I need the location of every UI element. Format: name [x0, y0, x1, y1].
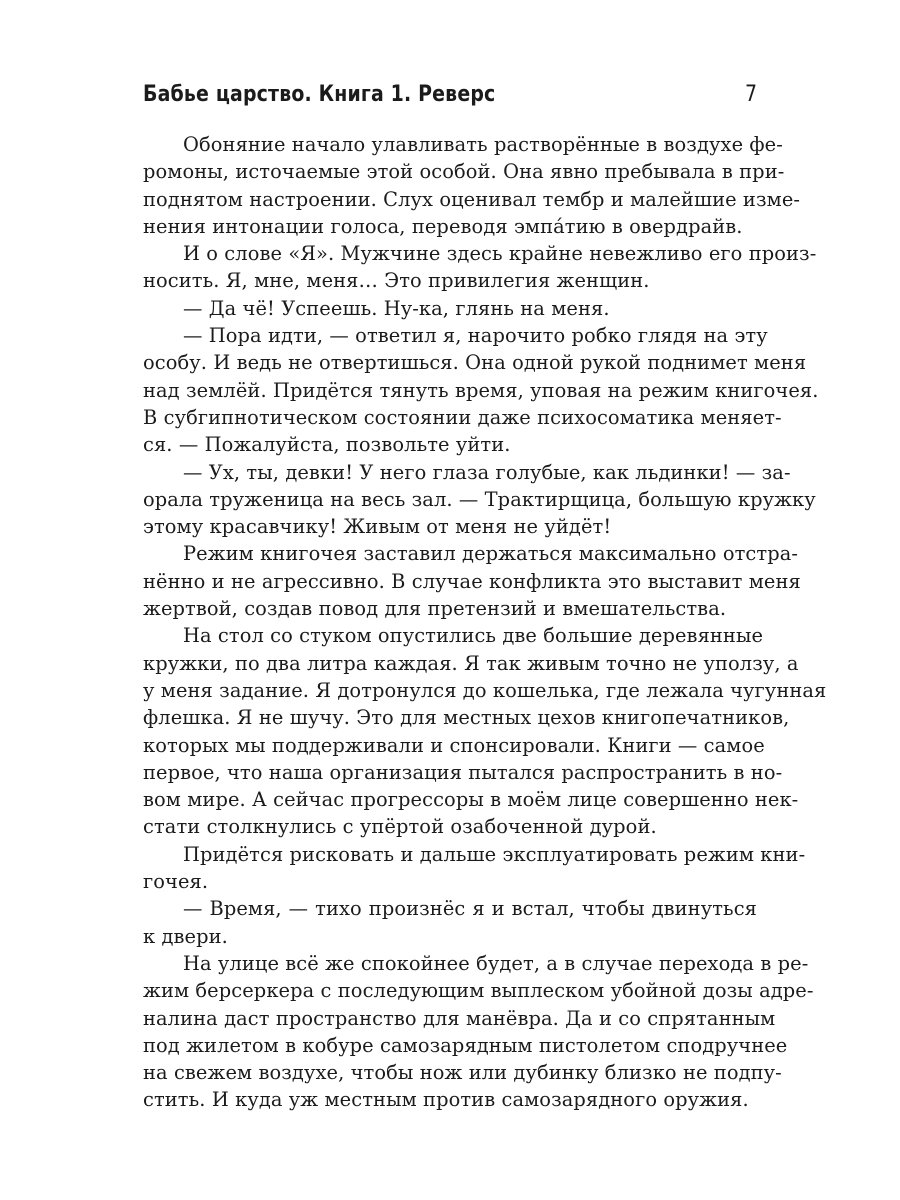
text-line: налина даст пространство для манёвра. Да и со спрятанным [143, 1006, 776, 1030]
text-line: Режим книгочея заставил держаться максимально отстра- [183, 542, 799, 566]
text-line: на свежем воздухе, чтобы нож или дубинку близко не подпу- [143, 1061, 782, 1085]
text-line: флешка. Я не шучу. Это для местных цехов книгопечатников, [143, 706, 790, 730]
text-line: Обоняние начало улавливать растворённые в воздухе фе- [183, 133, 783, 156]
text-line: стати столкнулись с упёртой озабоченной дурой. [143, 815, 657, 839]
running-header [143, 82, 757, 114]
text-line: — Пора идти, — ответил я, нарочито робко глядя на эту [183, 324, 768, 348]
paragraph [143, 622, 827, 840]
text-line: особу. И ведь не отвертишься. Она одной рукой поднимет меня [143, 351, 807, 375]
text-line: ся. — Пожалуйста, позвольте уйти. [143, 433, 511, 457]
text-line: поднятом настроении. Слух оценивал тембр и малейшие изме- [143, 187, 801, 211]
text-line: ромоны, источаемые этой особой. Она явно пребывала в при- [143, 160, 785, 184]
text-line: которых мы поддерживали и спонсировали. Книги — самое [143, 733, 765, 757]
text-line: — Ух, ты, девки! У него глаза голубые, как льдинки! — за- [183, 460, 791, 484]
text-line: у меня задание. Я дотронулся до кошелька, где лежала чугунная [143, 678, 827, 702]
text-line: Придётся рисковать и дальше эксплуатировать режим кни- [183, 842, 806, 866]
book-title: Бабье царство. Книга 1. Реверс [143, 82, 496, 107]
text-line: носить. Я, мне, меня… Это привилегия женщин. [143, 269, 650, 293]
text-line: В субгипнотическом состоянии даже психосоматика меняет- [143, 405, 782, 429]
text-line: На улице всё же спокойнее будет, а в случае перехода в ре- [183, 951, 809, 975]
paragraph [143, 240, 817, 295]
text-line: этому красавчику! Живым от меня не уйдёт! [143, 515, 612, 539]
text-line: вом мире. А сейчас прогрессоры в моём лице совершенно нек- [143, 788, 799, 812]
paragraph [143, 540, 801, 622]
paragraph [143, 295, 757, 322]
text-line: кружки, по два литра каждая. Я так живым точно не уползу, а [143, 651, 799, 675]
paragraph [143, 322, 819, 458]
paragraph [143, 950, 814, 1114]
text-line: к двери. [143, 924, 228, 948]
text-line: под жилетом в кобуре самозарядным пистолетом сподручнее [143, 1033, 788, 1057]
paragraph [143, 841, 806, 896]
text-line: стить. И куда уж местным против самозарядного оружия. [143, 1088, 749, 1112]
body-text [143, 131, 827, 1114]
text-line: жим берсеркера с последующим выплеском убойной дозы адре- [143, 979, 814, 1003]
text-line: первое, что наша организация пытался распространить в но- [143, 760, 783, 784]
text-line: над землёй. Придётся тянуть время, уповая на режим книгочея. [143, 378, 819, 402]
text-line: орала труженица на весь зал. — Трактирщица, большую кружку [143, 487, 816, 511]
text-line: И о слове «Я». Мужчине здесь крайне невежливо его произ- [183, 242, 817, 266]
page-number: 7 [744, 82, 757, 107]
text-line: нения интонации голоса, переводя эмпа́тию в овердрайв. [143, 214, 743, 238]
paragraph [143, 131, 801, 240]
text-line: — Время, — тихо произнёс я и встал, чтобы двинуться [183, 897, 757, 921]
text-line: — Да чё! Успеешь. Ну-ка, глянь на меня. [183, 296, 610, 320]
text-line: нённо и не агрессивно. В случае конфликта это выставит меня [143, 569, 801, 593]
paragraph [143, 459, 816, 541]
text-line: гочея. [143, 870, 209, 894]
paragraph [143, 895, 757, 950]
text-line: На стол со стуком опустились две большие деревянные [183, 624, 764, 648]
text-line: жертвой, создав повод для претензий и вмешательства. [143, 597, 727, 621]
